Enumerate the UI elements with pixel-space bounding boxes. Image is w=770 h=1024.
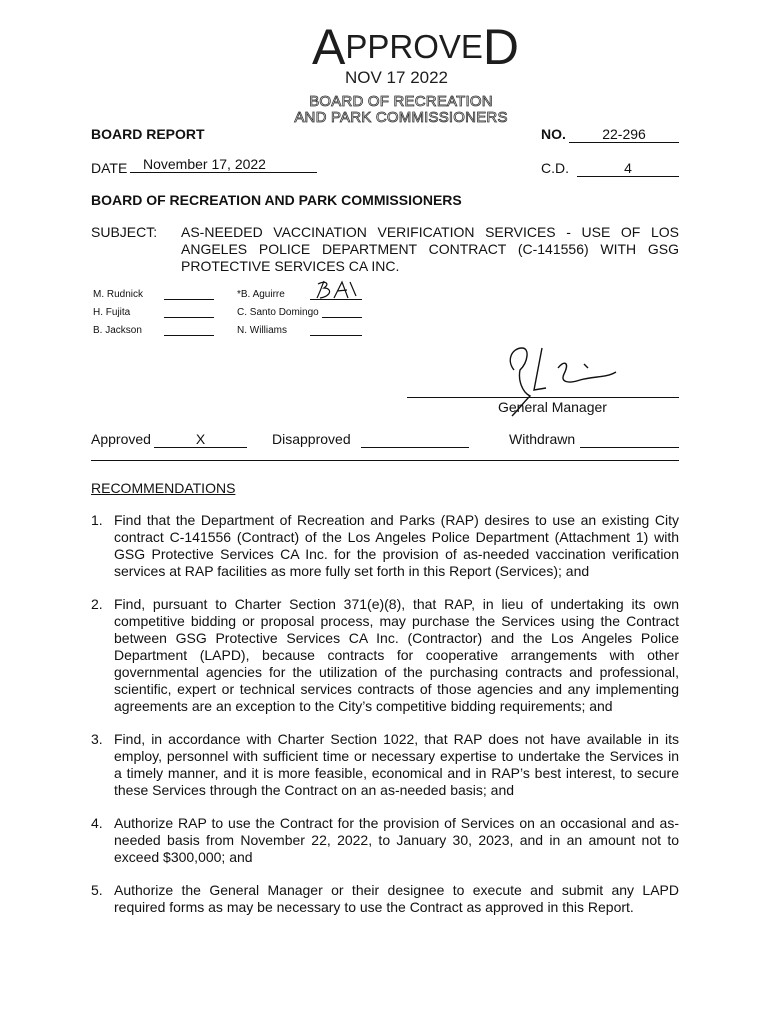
- commissioner-williams: N. Williams: [237, 325, 287, 336]
- signature-line-fujita: [164, 317, 214, 318]
- commissioner-aguirre: *B. Aguirre: [237, 289, 285, 300]
- recommendation-number: 3.: [91, 731, 103, 747]
- signature-line-santo-domingo: [322, 317, 362, 318]
- section-divider: [91, 460, 679, 461]
- recommendation-text: Find, pursuant to Charter Section 371(e)(8), that RAP, in lieu of undertaking its own competitive bidding or proposal process, may purchase the Services using the Contract between GSG Protective Services CA Inc. (Contractor) and the Los Angeles Police Department (LAPD), because contracts for cooperative arrangements with other governmental agencies for the utilization of the purchasing contracts and professional, scientific, expert or technical services contracts of those agencies and any implementing agreements are an exception to the City’s competitive bidding requirements; and: [114, 596, 679, 714]
- approved-stamp: [312, 19, 520, 75]
- recommendation-item: [91, 731, 679, 799]
- recommendation-number: 5.: [91, 882, 103, 898]
- date-label: DATE: [91, 160, 128, 176]
- signature-line-williams: [310, 335, 362, 336]
- recommendation-number: 2.: [91, 596, 103, 612]
- commissioner-santo-domingo: C. Santo Domingo: [237, 307, 319, 318]
- recommendation-text: Authorize RAP to use the Contract for the provision of Services on an occasional and as-needed basis from November 22, 2022, to January 30, 2023, and in an amount not to exceed $300,000; and: [114, 815, 679, 865]
- stamp-letter-a: A: [312, 19, 346, 75]
- initials-signature: [312, 278, 362, 302]
- recommendations-list: [91, 512, 679, 932]
- subject-text: AS-NEEDED VACCINATION VERIFICATION SERVICES - USE OF LOS ANGELES POLICE DEPARTMENT CONTRACT (C-141556) WITH GSG PROTECTIVE SERVICES CA INC.: [181, 224, 679, 274]
- commissioner-jackson: B. Jackson: [93, 325, 142, 336]
- recommendation-item: [91, 882, 679, 916]
- stamp-date: NOV 17 2022: [345, 68, 449, 87]
- subject-label: SUBJECT:: [91, 224, 158, 240]
- cd-label: C.D.: [541, 160, 569, 176]
- stamp-board-line2: AND PARK COMMISSIONERS: [294, 109, 508, 126]
- date-value-text: November 17, 2022: [143, 156, 266, 172]
- stamp-letters-mid: PPROVE: [345, 28, 483, 65]
- recommendation-text: Find, in accordance with Charter Section 1022, that RAP does not have available in its employ, personnel with sufficient time or necessary expertise to undertake the Services in a timely manner, and it is more feasible, economical and in RAP’s best interest, to secure these Services through the Contract on an as-needed basis; and: [114, 731, 679, 798]
- board-report-title: BOARD REPORT: [91, 126, 205, 142]
- recommendation-text: Find that the Department of Recreation and Parks (RAP) desires to use an existing City contract C-141556 (Contract) of the Los Angeles Police Department (Attachment 1) with GSG Protective Services CA Inc. for the provision of as-needed vaccination verification services at RAP facilities as more fully set forth in this Report (Services); and: [114, 512, 679, 579]
- recommendation-number: 1.: [91, 512, 103, 528]
- withdrawn-field: [580, 431, 679, 448]
- recommendation-item: [91, 815, 679, 866]
- cd-value: 4: [577, 160, 679, 177]
- signature-line-jackson: [164, 335, 214, 336]
- approved-label: Approved: [91, 431, 151, 447]
- recommendation-text: Authorize the General Manager or their designee to execute and submit any LAPD required forms as may be necessary to use the Contract as approved in this Report.: [114, 882, 679, 915]
- stamp-board-name: [290, 94, 512, 126]
- withdrawn-label: Withdrawn: [509, 431, 576, 447]
- date-value: [130, 156, 317, 173]
- general-manager-signature-line: [407, 397, 679, 398]
- commissioner-rudnick: M. Rudnick: [93, 289, 144, 300]
- signature-line-rudnick: [164, 299, 214, 300]
- report-number-label: NO.: [541, 126, 566, 142]
- approved-mark: X: [154, 431, 247, 448]
- disapproved-field: [361, 431, 469, 448]
- recommendation-item: [91, 596, 679, 715]
- recommendation-number: 4.: [91, 815, 103, 831]
- commissioners-heading: BOARD OF RECREATION AND PARK COMMISSIONERS: [91, 192, 462, 208]
- stamp-board-line1: BOARD OF RECREATION: [309, 93, 493, 110]
- stamp-letter-d: D: [482, 19, 520, 75]
- general-manager-label: General Manager: [498, 399, 607, 415]
- disapproved-label: Disapproved: [272, 431, 351, 447]
- recommendations-heading: RECOMMENDATIONS: [91, 480, 236, 496]
- recommendation-item: [91, 512, 679, 580]
- commissioner-fujita: H. Fujita: [93, 307, 131, 318]
- report-number-value: 22-296: [569, 126, 679, 143]
